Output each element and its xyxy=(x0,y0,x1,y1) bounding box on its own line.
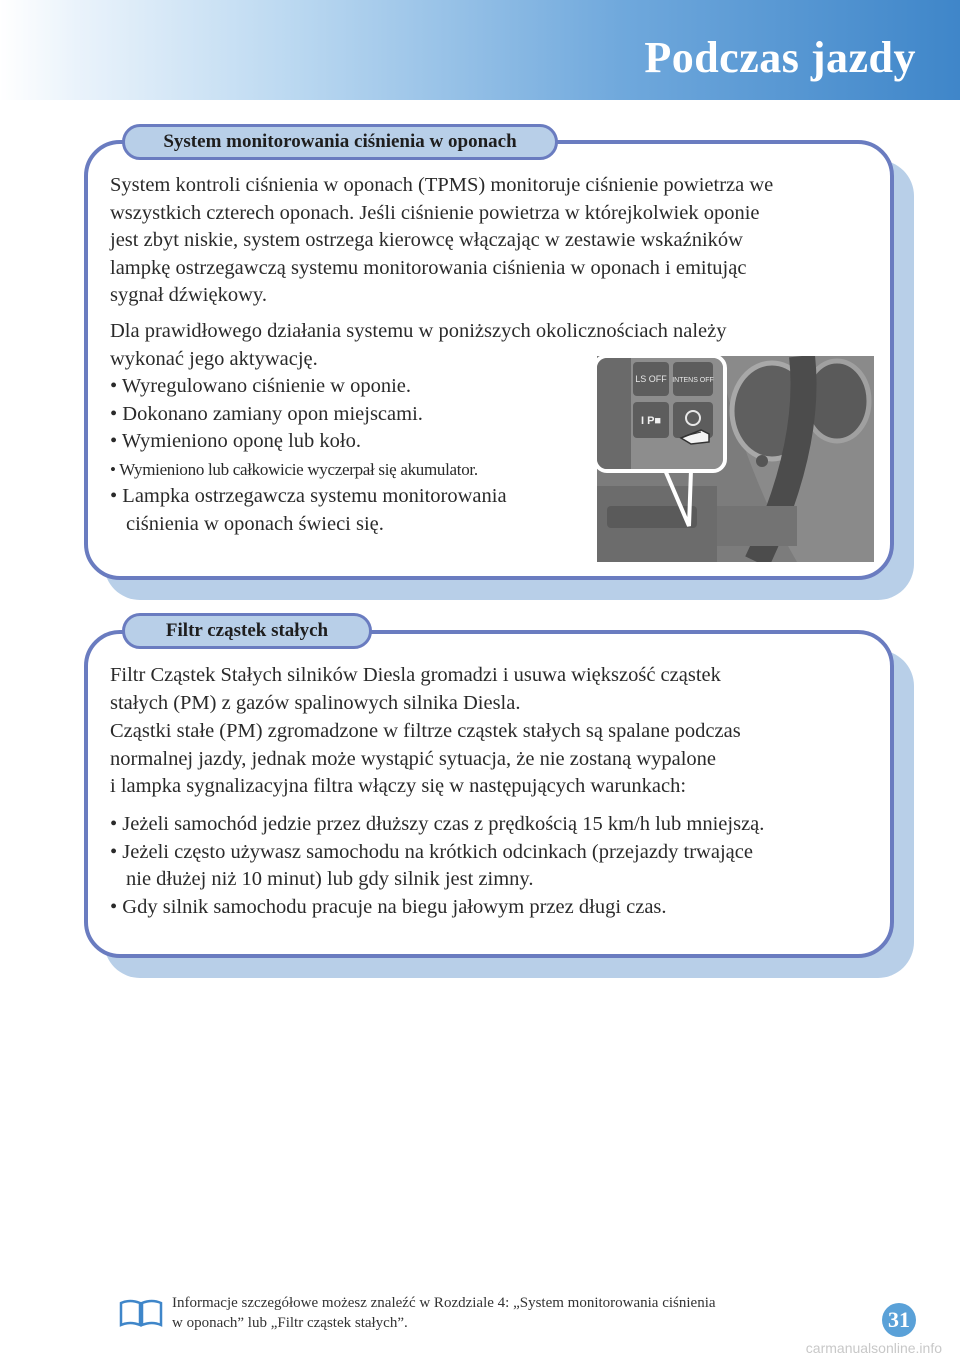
intensity-off-label: INTENS OFF xyxy=(672,377,714,384)
dpf-bullet-continuation: nie dłużej niż 10 minut) lub gdy silnik jest zimny. xyxy=(126,868,534,890)
tpms-bullet-continuation: ciśnienia w oponach świeci się. xyxy=(126,512,384,535)
dpf-p2-line: normalnej jazdy, jednak może wystąpić sytuacja, że nie zostaną wypalone xyxy=(110,747,717,770)
tpms-intro-line: lampkę ostrzegawczą systemu monitorowania ciśnienia w oponach i emitując xyxy=(110,256,747,279)
footer-note xyxy=(172,1293,716,1333)
footer-note-line: w oponach” lub „Filtr cząstek stałych”. xyxy=(172,1315,408,1331)
dpf-p1-line: stałych (PM) z gazów spalinowych silnika Diesla. xyxy=(110,691,521,714)
ls-off-label: LS OFF xyxy=(635,374,667,384)
tpms-section-tab: System monitorowania ciśnienia w oponach xyxy=(122,124,558,160)
dpf-paragraph-2 xyxy=(110,718,741,801)
watermark: carmanualsonline.info xyxy=(805,1340,942,1356)
dpf-p2-line: Cząstki stałe (PM) zgromadzone w filtrze cząstek stałych są spalane podczas xyxy=(110,720,741,742)
page-number: 31 xyxy=(882,1303,916,1337)
tpms-button-closeup xyxy=(597,358,723,469)
tpms-intro xyxy=(110,172,773,310)
dpf-bullet: • Gdy silnik samochodu pracuje na biegu jałowym przez długi czas. xyxy=(110,895,667,918)
tpms-bullet: • Wymieniono oponę lub koło. xyxy=(110,430,361,452)
dpf-p1-line: Filtr Cząstek Stałych silników Diesla gromadzi i usuwa większość cząstek xyxy=(110,664,721,686)
book-icon xyxy=(118,1299,164,1329)
dpf-paragraph-1 xyxy=(110,662,721,717)
tpms-bullet: • Dokonano zamiany opon miejscami. xyxy=(110,402,423,425)
tpms-intro-line: wszystkich czterech oponach. Jeśli ciśnienie powietrza w którejkolwiek oponie xyxy=(110,201,760,224)
page-title: Podczas jazdy xyxy=(644,33,916,82)
dpf-p2-line: i lampka sygnalizacyjna filtra włączy się w następujących warunkach: xyxy=(110,775,687,797)
tpms-bullet: • Wyregulowano ciśnienie w oponie. xyxy=(110,375,412,397)
tpms-intro-line: System kontroli ciśnienia w oponach (TPMS) monitoruje ciśnienie powietrza we xyxy=(110,174,774,196)
dpf-bullet: • Jeżeli często używasz samochodu na krótkich odcinkach (przejazdy trwające xyxy=(110,840,753,863)
dpf-section-tab: Filtr cząstek stałych xyxy=(122,613,372,649)
tpms-bullet: • Lampka ostrzegawcza systemu monitorowania xyxy=(110,485,507,507)
button-callout xyxy=(593,354,727,473)
dpf-bullets xyxy=(110,811,764,921)
callout-pointer xyxy=(655,468,715,528)
ipm-label: I P■ xyxy=(640,415,662,427)
tpms-intro-line: sygnał dźwiękowy. xyxy=(110,284,267,306)
tpms-activation-line: wykonać jego aktywację. xyxy=(110,347,318,370)
tpms-activation-line: Dla prawidłowego działania systemu w poniższych okolicznościach należy xyxy=(110,320,727,342)
dpf-bullet: • Jeżeli samochód jedzie przez dłuższy czas z prędkością 15 km/h lub mniejszą. xyxy=(110,813,765,835)
tpms-bullet: • Wymieniono lub całkowicie wyczerpał się akumulator. xyxy=(110,459,478,479)
footer-note-line: Informacje szczegółowe możesz znaleźć w Rozdziale 4: „System monitorowania ciśnienia xyxy=(172,1295,716,1311)
tpms-intro-line: jest zbyt niskie, system ostrzega kierowcę włączając w zestawie wskaźników xyxy=(110,229,743,251)
